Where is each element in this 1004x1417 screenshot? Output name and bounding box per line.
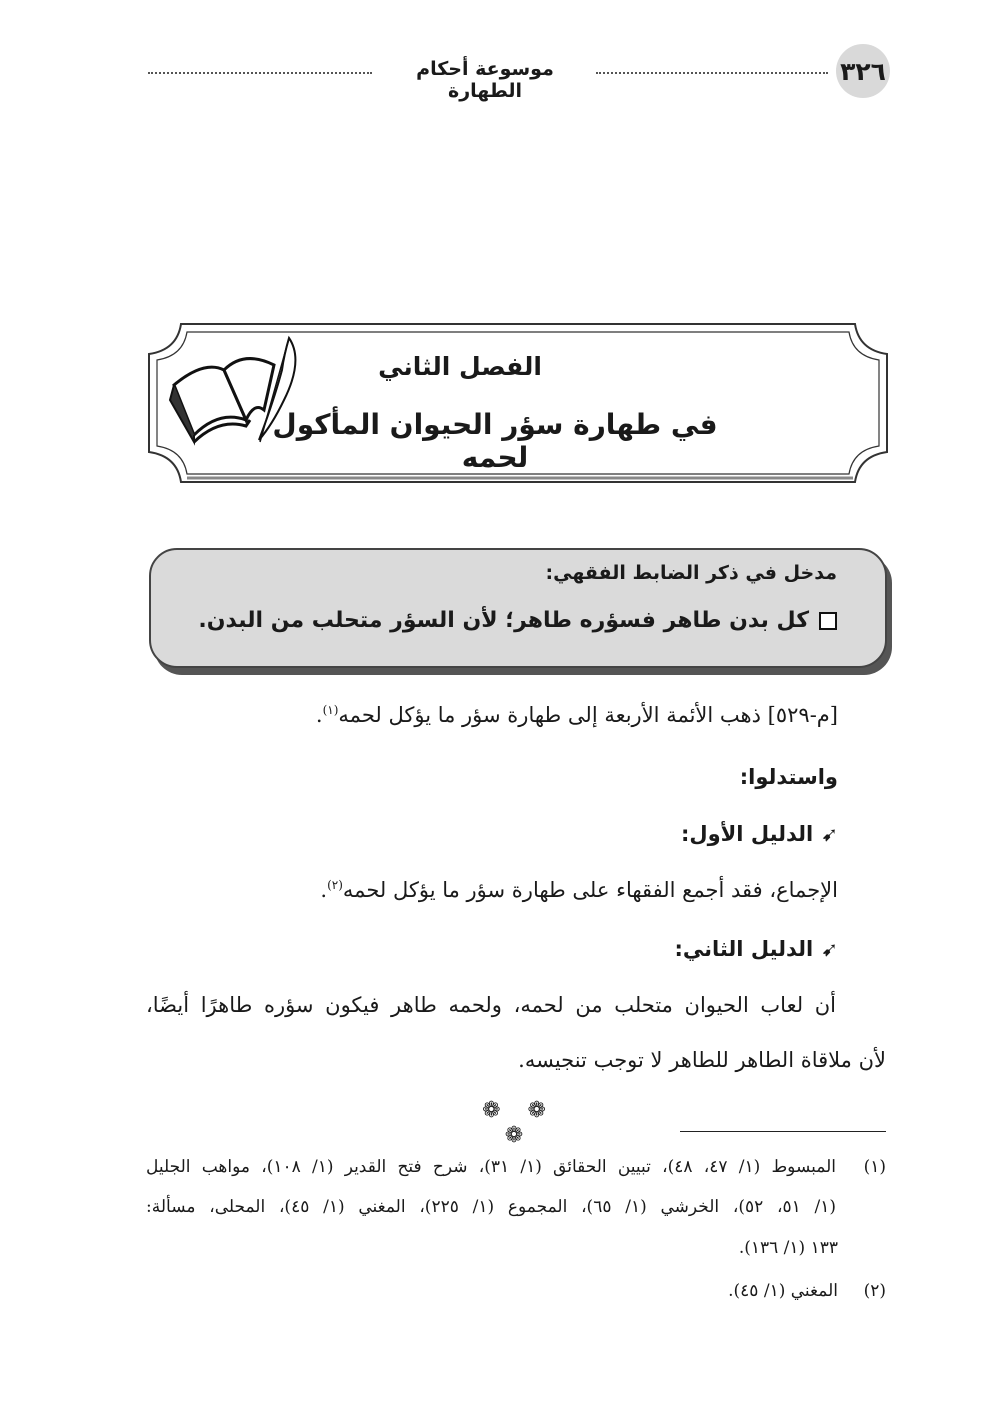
square-bullet-icon [819, 612, 837, 630]
issue-label: [م-٥٢٩] [767, 703, 838, 727]
pointing-arrow-icon: ➹ [821, 937, 838, 961]
rule-text: كل بدن طاهر فسؤره طاهر؛ لأن السؤر متحلب من البدن. [198, 608, 809, 633]
page-number: ٣٢٦ [836, 44, 890, 98]
first-evidence-paragraph [320, 878, 838, 902]
issue-end-punct: . [315, 703, 323, 727]
first-evidence-text: الإجماع، فقد أجمع الفقهاء على طهارة سؤر ما يؤكل لحمه [342, 878, 838, 902]
section-separator: ❁ ❁ ❁ [482, 1098, 556, 1148]
footnote-2-line-1: المغني (١/ ٤٥). [728, 1281, 838, 1301]
rule-box-heading: مدخل في ذكر الضابط الفقهي: [545, 562, 837, 584]
footnote-1-line-1: المبسوط (١/ ٤٧، ٤٨)، تبيين الحقائق (١/ ٣١)، شرح فتح القدير (١/ ١٠٨)، مواهب الجليل [146, 1157, 836, 1177]
issue-text: ذهب الأئمة الأربعة إلى طهارة سؤر ما يؤكل لحمه [338, 703, 761, 727]
footnote-1-number: (١) [863, 1157, 886, 1177]
footnote-ref-2[interactable]: (٢) [327, 878, 343, 892]
footnote-1-line-2: (١/ ٥١، ٥٢)، الخرشي (١/ ٦٥)، المجموع (١/ ٢٢٥)، المغني (١/ ٤٥)، المحلى، مسألة: [146, 1197, 837, 1217]
footnote-divider [680, 1131, 886, 1132]
first-evidence-heading-text: الدليل الأول: [681, 822, 814, 846]
second-evidence-heading-text: الدليل الثاني: [674, 937, 814, 961]
footnote-ref-1[interactable]: (١) [322, 703, 339, 717]
first-evidence-end-punct: . [320, 878, 328, 902]
evidence-intro: واستدلوا: [739, 765, 838, 789]
header-dotted-rule-left [148, 72, 372, 74]
juristic-rule-box [149, 548, 887, 668]
issue-paragraph [316, 703, 838, 727]
chapter-heading: الفصل الثاني [378, 352, 542, 381]
second-evidence-line-2: لأن ملاقاة الطاهر للطاهر لا توجب تنجيسه. [518, 1048, 886, 1072]
chapter-subtitle: في طهارة سؤر الحيوان المأكول لحمه [272, 408, 718, 474]
second-evidence-line-1: أن لعاب الحيوان متحلب من لحمه، ولحمه طاهر فيكون سؤره طاهرًا أيضًا، [146, 993, 836, 1017]
header-dotted-rule-right [596, 72, 828, 74]
footnote-1-line-3: ١٣٣ (١/ ١٣٦). [738, 1238, 838, 1258]
footnote-2-number: (٢) [863, 1281, 886, 1301]
second-evidence-heading [674, 937, 838, 961]
rule-statement [198, 608, 837, 633]
pointing-arrow-icon: ➹ [821, 822, 838, 846]
header-book-title: موسوعة أحكام الطهارة [416, 58, 554, 102]
first-evidence-heading [681, 822, 838, 846]
